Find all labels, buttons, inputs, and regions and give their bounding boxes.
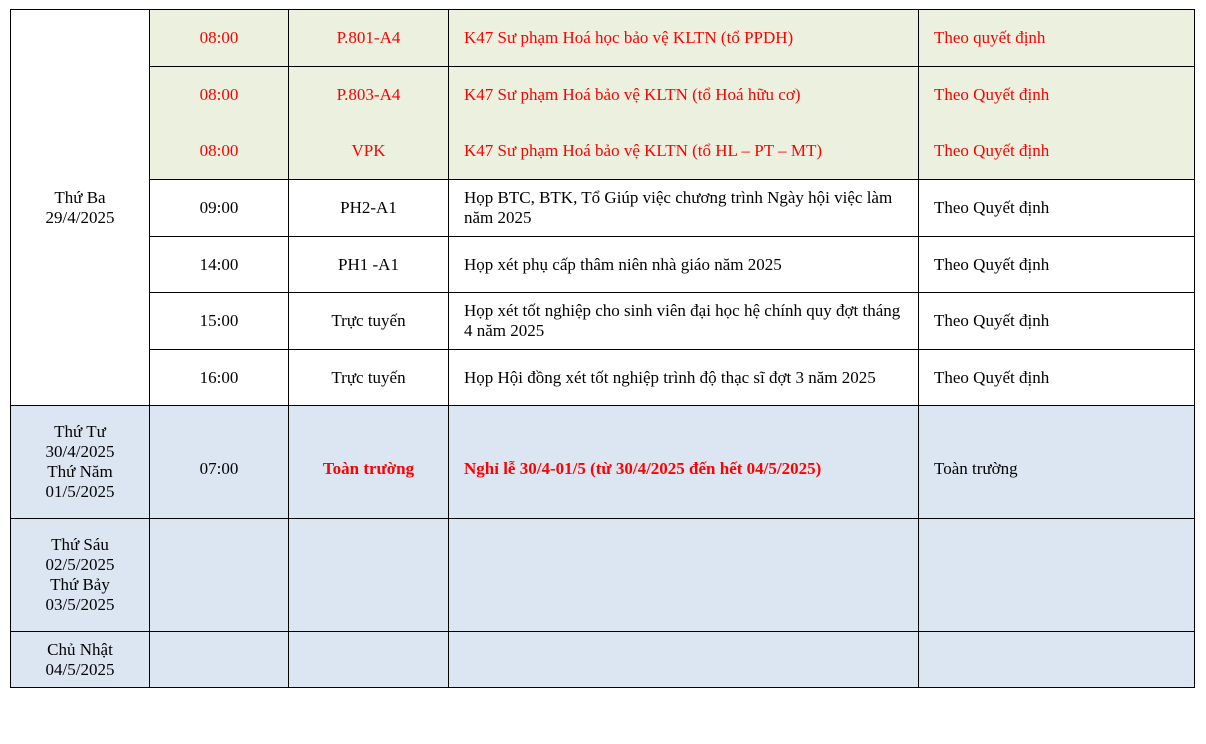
place-cell: Trực tuyến	[289, 350, 449, 406]
note-cell: Toàn trường	[919, 406, 1195, 519]
content-cell: K47 Sư phạm Hoá học bảo vệ KLTN (tổ PPDH)	[449, 10, 919, 67]
content-cell: Họp Hội đồng xét tốt nghiệp trình độ thạc sĩ đợt 3 năm 2025	[449, 350, 919, 406]
empty-cell	[919, 632, 1195, 688]
day-cell-fri-sat	[11, 519, 150, 632]
day-cell-tuesday	[11, 10, 150, 406]
time-cell: 16:00	[150, 350, 289, 406]
time-cell: 14:00	[150, 237, 289, 293]
date: 02/5/2025	[45, 555, 115, 574]
empty-cell	[449, 632, 919, 688]
date: 30/4/2025	[45, 442, 115, 461]
table-row	[11, 632, 1195, 688]
table-row	[11, 293, 1195, 350]
empty-cell	[289, 519, 449, 632]
place-cell: P.803-A4	[289, 67, 449, 123]
content-cell: Họp xét phụ cấp thâm niên nhà giáo năm 2025	[449, 237, 919, 293]
time-cell: 08:00	[150, 67, 289, 123]
table-row	[11, 67, 1195, 123]
note-cell: Theo quyết định	[919, 10, 1195, 67]
empty-cell	[150, 519, 289, 632]
table-row	[11, 180, 1195, 237]
time-cell: 07:00	[150, 406, 289, 519]
day-cell-wed-thu	[11, 406, 150, 519]
weekday: Thứ Năm	[47, 462, 113, 481]
content-cell: Họp BTC, BTK, Tổ Giúp việc chương trình Ngày hội việc làm năm 2025	[449, 180, 919, 237]
note-cell: Theo Quyết định	[919, 350, 1195, 406]
date: 29/4/2025	[45, 207, 115, 227]
table-row	[11, 350, 1195, 406]
place-cell: VPK	[289, 123, 449, 180]
note-cell: Theo Quyết định	[919, 293, 1195, 350]
content-cell: K47 Sư phạm Hoá bảo vệ KLTN (tổ HL – PT – MT)	[449, 123, 919, 180]
empty-cell	[289, 632, 449, 688]
weekday: Thứ Sáu	[51, 535, 109, 554]
empty-cell	[919, 519, 1195, 632]
note-cell: Theo Quyết định	[919, 237, 1195, 293]
time-cell: 08:00	[150, 123, 289, 180]
weekday: Chủ Nhật	[47, 639, 113, 659]
schedule-table	[10, 9, 1195, 688]
time-cell: 09:00	[150, 180, 289, 237]
place-cell: Toàn trường	[289, 406, 449, 519]
note-cell: Theo Quyết định	[919, 180, 1195, 237]
weekday: Thứ Bảy	[50, 575, 110, 594]
place-cell: P.801-A4	[289, 10, 449, 67]
date: 04/5/2025	[45, 659, 115, 679]
place-cell: PH1 -A1	[289, 237, 449, 293]
place-cell: Trực tuyến	[289, 293, 449, 350]
day-cell-sun	[11, 632, 150, 688]
table-row	[11, 123, 1195, 180]
place-cell: PH2-A1	[289, 180, 449, 237]
date: 01/5/2025	[45, 482, 115, 501]
note-cell: Theo Quyết định	[919, 67, 1195, 123]
content-cell: K47 Sư phạm Hoá bảo vệ KLTN (tổ Hoá hữu cơ)	[449, 67, 919, 123]
time-cell: 08:00	[150, 10, 289, 67]
empty-cell	[449, 519, 919, 632]
empty-cell	[150, 632, 289, 688]
content-cell: Nghỉ lễ 30/4-01/5 (từ 30/4/2025 đến hết 04/5/2025)	[449, 406, 919, 519]
weekday: Thứ Tư	[54, 422, 106, 441]
content-cell: Họp xét tốt nghiệp cho sinh viên đại học hệ chính quy đợt tháng 4 năm 2025	[449, 293, 919, 350]
weekday: Thứ Ba	[54, 187, 106, 207]
table-row-holiday	[11, 406, 1195, 519]
note-cell: Theo Quyết định	[919, 123, 1195, 180]
date: 03/5/2025	[45, 595, 115, 614]
table-row	[11, 10, 1195, 67]
table-row	[11, 237, 1195, 293]
time-cell: 15:00	[150, 293, 289, 350]
table-row	[11, 519, 1195, 632]
